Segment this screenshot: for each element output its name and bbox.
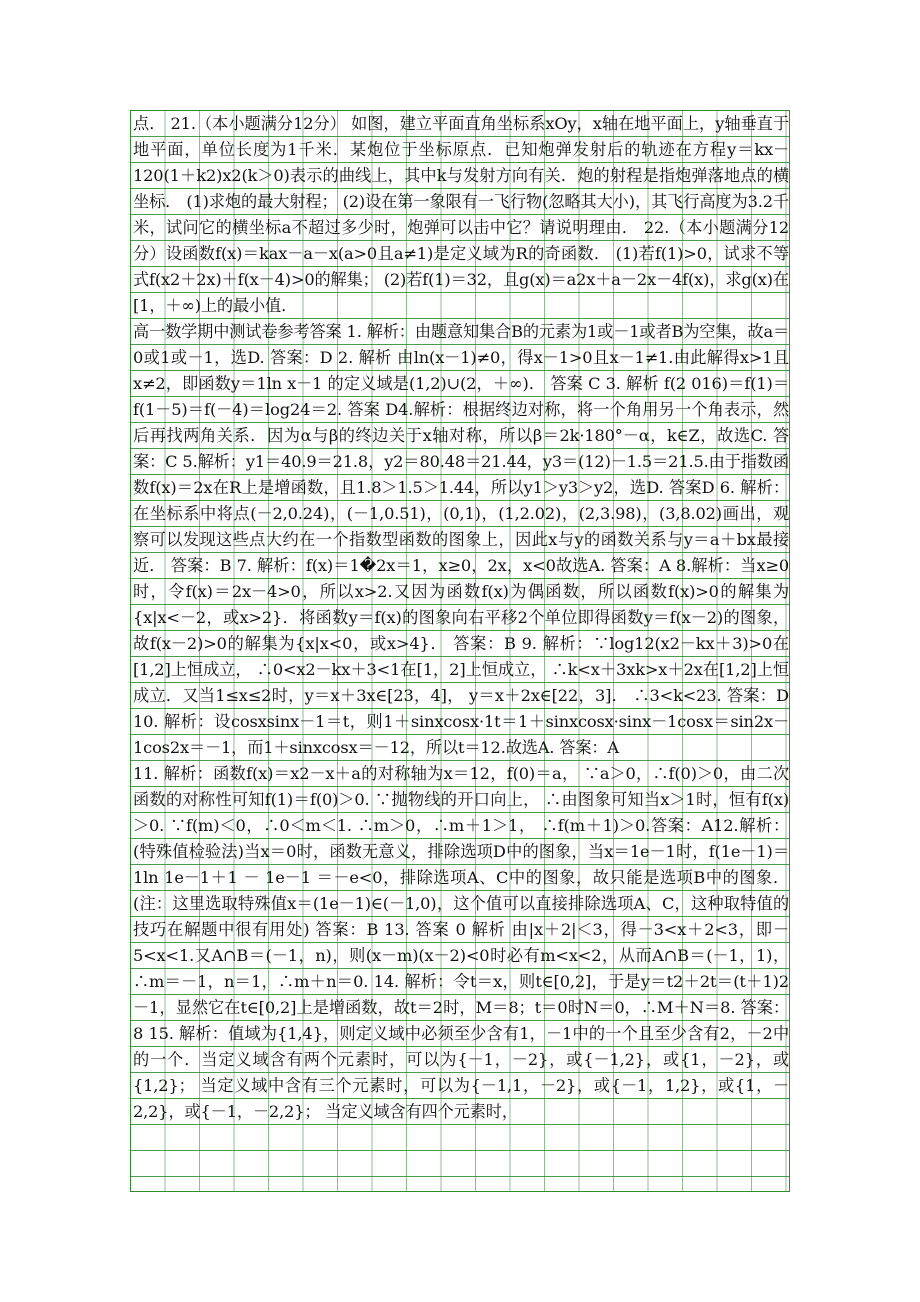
body-text [133, 111, 789, 1125]
paragraph-answers-11-15: 11. 解析：函数f(x)＝x2－x＋a的对称轴为x＝12，f(0)＝a， ∵a＞0，∴f(0)＞0，由二次函数的对称性可知f(1)＝f(0)＞0. ∵抛物线的开口向上， ∴由图象可知当x＞1时，恒有f(x)＞0. ∵f(m)＜0，∴0＜m＜1. ∴m＞0，∴m＋1＞1， ∴f(m＋1)＞0.答案：A12.解析：(特殊值检验法)当x＝0时，函数无意义，排除选项D中的图象，当x＝1e－1时，f(1e－1)＝1ln 1e－1＋1 － 1e－1 ＝－e<0，排除选项A、C中的图象，故只能是选项B中的图象． (注：这里选取特殊值x＝(1e－1)∈(－1,0)，这个值可以直接排除选项A、C，这种取特值的技巧在解题中很有用处) 答案：B 13. 答案 0 解析 由|x＋2|＜3，得－3<x＋2<3，即－5<x<1.又A∩B＝(－1，n)，则(x－m)(x－2)<0时必有m<x<2，从而A∩B＝(－1，1)，∴m＝－1，n＝1，∴m＋n＝0. 14. 解析：令t＝x，则t∈[0,2]，于是y＝t2＋2t＝(t＋1)2－1，显然它在t∈[0,2]上是增函数，故t＝2时，M＝8；t＝0时N＝0，∴M＋N＝8. 答案：8 15. 解析：值域为{1,4}，则定义域中必须至少含有1，－1中的一个且至少含有2，－2中的一个．当定义域含有两个元素时，可以为{－1，－2}，或{－1,2}，或{1，－2}，或{1,2}； 当定义域中含有三个元素时，可以为{－1,1，－2}，或{－1，1,2}，或{1，－2,2}，或{－1，－2,2}； 当定义域含有四个元素时， [133, 764, 789, 1121]
paragraph-problems-21-22: 点． 21.（本小题满分12分） 如图，建立平面直角坐标系xOy，x轴在地平面上，y轴垂直于地平面，单位长度为1千米．某炮位于坐标原点．已知炮弹发射后的轨迹在方程y＝kx－120(1＋k2)x2(k＞0)表示的曲线上，其中k与发射方向有关．炮的射程是指炮弹落地点的横坐标． (1)求炮的最大射程； (2)设在第一象限有一飞行物(忽略其大小)，其飞行高度为3.2千米，试问它的横坐标a不超过多少时，炮弹可以击中它？请说明理由． 22.（本小题满分12分）设函数f(x)＝kax－a－x(a>0且a≠1)是定义域为R的奇函数． (1)若f(1)>0，试求不等式f(x2＋2x)＋f(x－4)>0的解集； (2)若f(1)＝32，且g(x)＝a2x＋a－2x－4f(x)，求g(x)在[1，＋∞)上的最小值． [133, 114, 789, 315]
document-page [130, 110, 790, 1192]
paragraph-answers-1-10: 高一数学期中测试卷参考答案 1. 解析：由题意知集合B的元素为1或－1或者B为空集，故a＝0或1或－1，选D. 答案：D 2. 解析 由ln(x－1)≠0，得x－1>0且x－1≠1.由此解得x>1且x≠2，即函数y＝1ln x－1 的定义域是(1,2)∪(2，＋∞)． 答案 C 3. 解析 f(2 016)＝f(1)＝f(1－5)＝f(－4)＝log24＝2. 答案 D4.解析：根据终边对称，将一个角用另一个角表示，然后再找两角关系．因为α与β的终边关于x轴对称，所以β＝2k·180°－α，k∈Z，故选C. 答案：C 5.解析：y1＝40.9＝21.8，y2＝80.48＝21.44，y3＝(12)－1.5＝21.5.由于指数函数f(x)＝2x在R上是增函数，且1.8＞1.5＞1.44，所以y1＞y3＞y2，选D. 答案D 6. 解析：在坐标系中将点(－2,0.24)，(－1,0.51)，(0,1)，(1,2.02)，(2,3.98)，(3,8.02)画出，观察可以发现这些点大约在一个指数型函数的图象上，因此x与y的函数关系与y＝a＋bx最接近． 答案：B 7. 解析：f(x)＝1�2x＝1，x≥0，2x，x<0故选A. 答案：A 8.解析：当x≥0时，令f(x)＝2x－4>0，所以x>2.又因为函数f(x)为偶函数，所以函数f(x)>0的解集为{x|x<－2，或x>2}．将函数y＝f(x)的图象向右平移2个单位即得函数y＝f(x－2)的图象，故f(x－2)>0的解集为{x|x<0，或x>4}． 答案：B 9. 解析：∵log12(x2－kx＋3)>0在[1,2]上恒成立， ∴0<x2－kx＋3<1在[1，2]上恒成立， ∴k<x＋3xk>x＋2x在[1,2]上恒成立．又当1≤x≤2时，y＝x＋3x∈[23，4]， y＝x＋2x∈[22，3]． ∴3<k<23. 答案：D 10. 解析：设cosxsinx－1＝t，则1＋sinxcosx·1t＝1＋sinxcosx·sinx－1cosx＝sin2x－1cos2x＝－1，而1＋sinxcosx＝－12，所以t＝12.故选A. 答案：A [133, 322, 789, 757]
